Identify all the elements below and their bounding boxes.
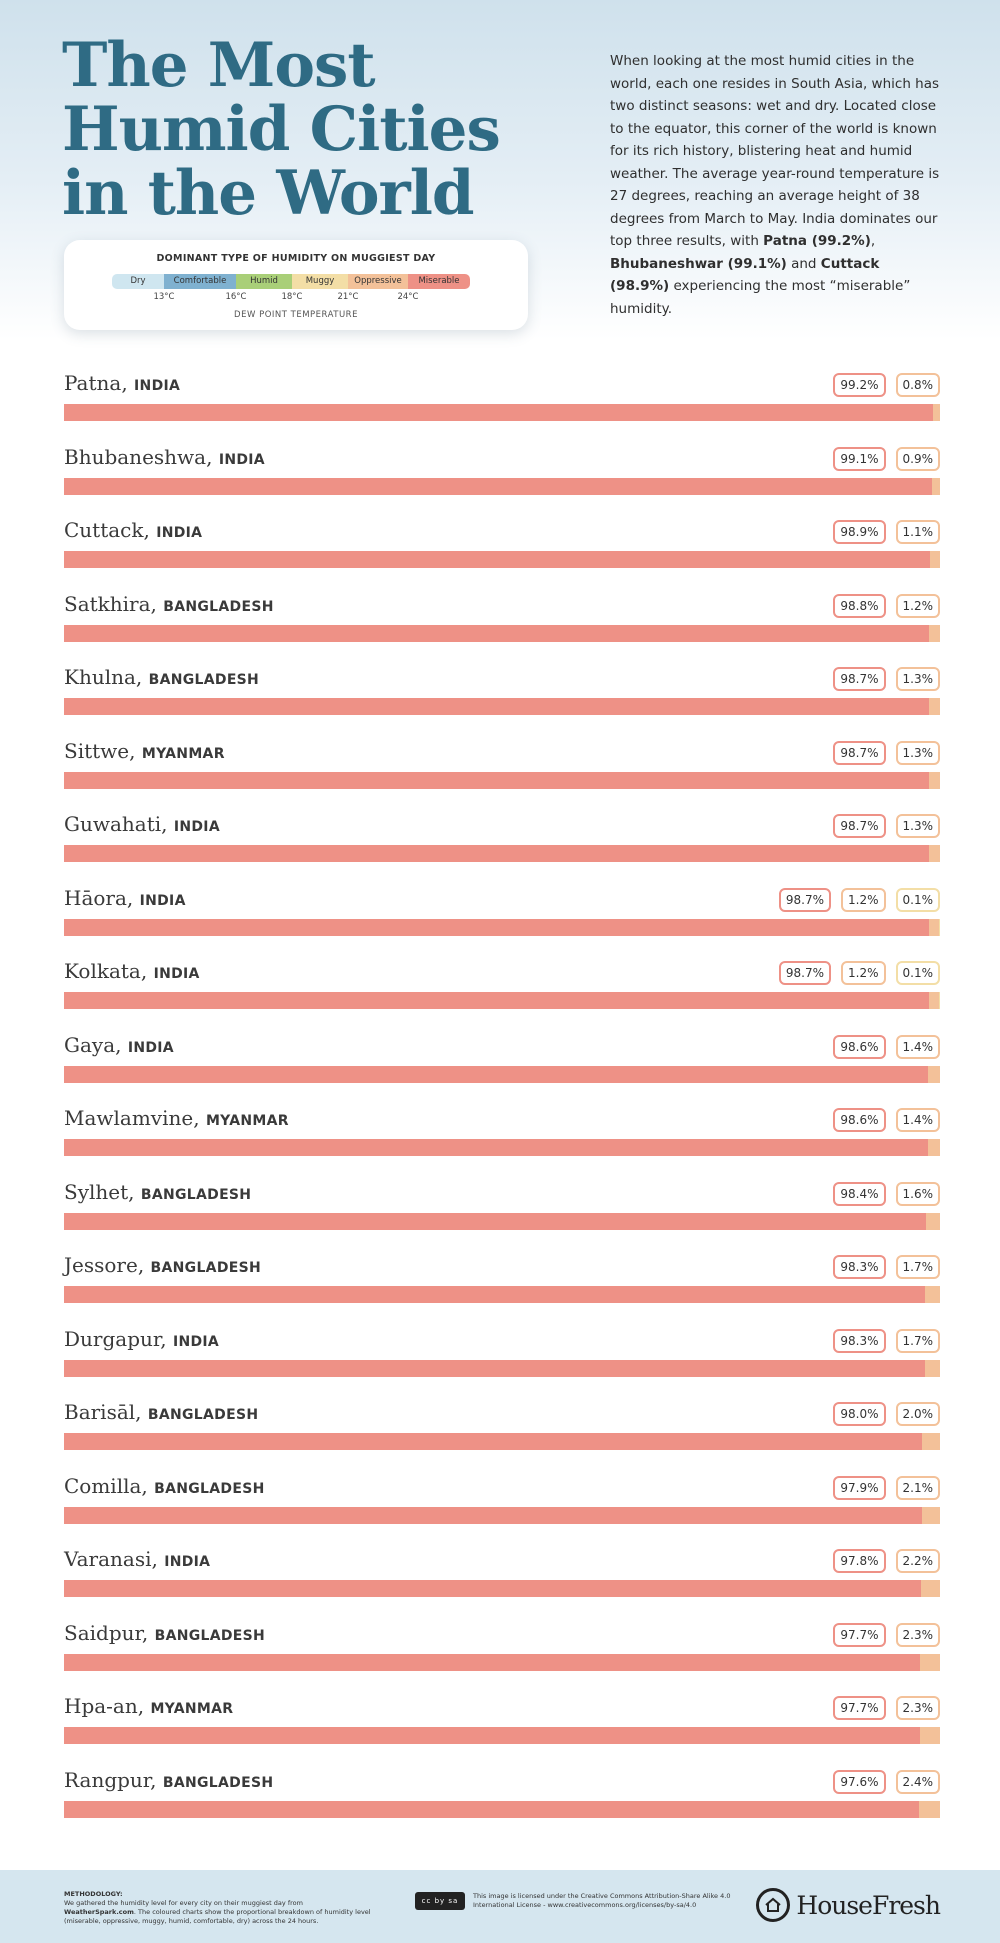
city-label: Durgapur, (64, 1326, 173, 1351)
city-label: Sittwe, (64, 738, 142, 763)
data-label-miserable: 99.2% (833, 373, 885, 397)
legend-miserable: Miserable (408, 274, 470, 289)
data-label-oppressive: 1.2% (896, 594, 941, 618)
stacked-bar (64, 1360, 940, 1377)
country-label: INDIA (134, 378, 181, 394)
city-name (64, 371, 180, 395)
stacked-bar (64, 992, 940, 1009)
country-label: BANGLADESH (140, 1186, 252, 1203)
bar-segment-miserable (64, 1507, 922, 1524)
city-row (64, 586, 940, 660)
bar-segment-miserable (64, 919, 929, 936)
bar-segment-miserable (64, 625, 929, 642)
intro-part: and (786, 255, 821, 272)
stacked-bar (64, 404, 940, 421)
city-label: Jessore, (64, 1253, 151, 1277)
bar-segment-miserable (64, 1580, 921, 1597)
data-label-oppressive: 1.3% (896, 741, 941, 765)
legend-temp-tick: 13°C (153, 292, 175, 302)
country-label: BANGLADESH (147, 1407, 259, 1423)
city-row (64, 1468, 940, 1542)
stacked-bar (64, 1433, 940, 1450)
stacked-bar (64, 1580, 940, 1597)
data-label-oppressive: 1.2% (841, 961, 886, 985)
bar-segment-miserable (64, 1066, 928, 1083)
city-name (64, 1400, 258, 1424)
data-label-muggy: 0.1% (896, 888, 941, 912)
value-labels (833, 1770, 940, 1794)
city-name (64, 1768, 273, 1792)
value-labels (833, 1696, 940, 1720)
bar-segment-oppressive (929, 698, 940, 715)
intro-part: When looking at the most humid cities in the world, each one resides in South Asia, which has two distinct seasons: wet and dry. Located close to the equator, this corner of the world is known for its rich history, blistering heat and humid weather. The average year-round temperature is 27 degrees, reaching an average height of 38 degrees from March to May. India dominates our top three results, with (610, 53, 940, 249)
bar-segment-oppressive (928, 1139, 940, 1156)
legend-comfortable: Comfortable (164, 274, 236, 289)
city-name (64, 665, 259, 689)
country-label: INDIA (172, 1333, 220, 1350)
stacked-bar (64, 1727, 940, 1744)
methodology-source: WeatherSpark.com (64, 1908, 134, 1916)
city-name (64, 1474, 265, 1498)
city-row (64, 1247, 940, 1321)
data-label-miserable: 98.7% (833, 667, 885, 691)
value-labels (833, 1402, 940, 1426)
legend-title: DOMINANT TYPE OF HUMIDITY ON MUGGIEST DAY (156, 253, 436, 264)
data-label-oppressive: 0.8% (896, 373, 941, 397)
bar-segment-miserable (64, 772, 929, 789)
bar-segment-oppressive (926, 1213, 940, 1230)
intro-highlight: Patna (99.2%) (763, 233, 871, 249)
data-label-oppressive: 1.4% (896, 1108, 941, 1132)
bar-segment-miserable (64, 404, 933, 421)
bar-segment-muggy (939, 919, 940, 936)
bar-segment-oppressive (929, 845, 940, 862)
bar-segment-miserable (64, 1654, 920, 1671)
humidity-legend (64, 240, 528, 330)
city-label: Satkhira, (64, 591, 164, 616)
bar-segment-muggy (939, 992, 940, 1009)
city-row (64, 1541, 940, 1615)
city-row (64, 1394, 940, 1468)
stacked-bar (64, 551, 940, 568)
legend-axis-label: DEW POINT TEMPERATURE (234, 310, 358, 320)
data-label-oppressive: 1.4% (896, 1035, 941, 1059)
creative-commons-icon: cc by sa (415, 1892, 465, 1910)
city-label: Varanasi, (64, 1547, 165, 1571)
value-labels (833, 1108, 940, 1132)
city-label: Guwahati, (64, 812, 174, 836)
stacked-bar (64, 478, 940, 495)
bar-segment-oppressive (929, 625, 940, 642)
country-label: BANGLADESH (150, 1260, 262, 1276)
bar-segment-oppressive (929, 919, 940, 936)
city-name (64, 886, 186, 910)
value-labels (779, 888, 940, 912)
data-label-oppressive: 2.1% (896, 1476, 941, 1500)
bar-segment-oppressive (925, 1286, 940, 1303)
bar-segment-miserable (64, 1139, 928, 1156)
data-label-oppressive: 2.0% (896, 1402, 941, 1426)
country-label: MYANMAR (141, 745, 225, 762)
data-label-oppressive: 2.4% (896, 1770, 941, 1794)
city-label: Gaya, (64, 1032, 128, 1057)
city-name (64, 1033, 174, 1057)
city-name (64, 1694, 233, 1718)
stacked-bar (64, 772, 940, 789)
data-label-miserable: 98.7% (779, 961, 831, 985)
data-label-miserable: 98.9% (833, 520, 885, 544)
stacked-bar (64, 1801, 940, 1818)
city-row (64, 806, 940, 880)
city-label: Saidpur, (64, 1620, 155, 1645)
data-label-oppressive: 1.7% (896, 1329, 941, 1353)
city-label: Hāora, (64, 885, 140, 910)
data-label-miserable: 97.6% (833, 1770, 885, 1794)
data-label-miserable: 99.1% (833, 447, 885, 471)
city-row (64, 953, 940, 1027)
country-label: INDIA (218, 451, 265, 468)
value-labels (779, 961, 940, 985)
value-labels (833, 447, 940, 471)
data-label-oppressive: 1.6% (896, 1182, 941, 1206)
bar-segment-oppressive (928, 1066, 940, 1083)
page-title: The Most Humid Cities in the World (62, 30, 500, 229)
intro-part: , (870, 233, 876, 249)
city-name (64, 1621, 265, 1645)
legend-muggy: Muggy (292, 274, 348, 289)
stacked-bar (64, 625, 940, 642)
country-label: INDIA (173, 819, 220, 835)
value-labels (833, 373, 940, 397)
methodology-title: METHODOLOGY: (64, 1890, 123, 1898)
value-labels (833, 814, 940, 838)
city-label: Patna, (64, 371, 135, 395)
bar-segment-miserable (64, 845, 929, 862)
value-labels (833, 1329, 940, 1353)
country-label: INDIA (156, 525, 203, 541)
legend-oppressive: Oppressive (348, 274, 408, 289)
country-label: BANGLADESH (163, 598, 274, 615)
value-labels (833, 520, 940, 544)
country-label: INDIA (153, 966, 200, 982)
data-label-miserable: 98.3% (833, 1329, 885, 1353)
city-name (64, 959, 200, 983)
data-label-miserable: 97.9% (833, 1476, 885, 1500)
city-row (64, 365, 940, 439)
brand-logo (756, 1888, 940, 1922)
country-label: BANGLADESH (148, 672, 260, 688)
city-row (64, 1762, 940, 1836)
bar-segment-miserable (64, 1213, 926, 1230)
legend-temp-tick: 18°C (281, 292, 303, 302)
bar-segment-miserable (64, 551, 930, 568)
city-label: Khulna, (64, 665, 149, 689)
license-text: This image is licensed under the Creative Commons Attribution-Share Alike 4.0 International License - www.creativecommons.org/licenses/by-sa/4.0 (473, 1892, 731, 1909)
bar-segment-miserable (64, 478, 932, 495)
footer (0, 1870, 1000, 1943)
city-row (64, 439, 940, 513)
license-block (415, 1892, 773, 1910)
data-label-miserable: 98.7% (833, 741, 885, 765)
data-label-miserable: 98.6% (833, 1108, 885, 1132)
city-name (64, 1327, 219, 1351)
value-labels (833, 594, 940, 618)
country-label: INDIA (127, 1039, 174, 1056)
city-name (64, 739, 225, 763)
bar-segment-miserable (64, 1801, 919, 1818)
data-label-miserable: 98.4% (833, 1182, 885, 1206)
city-row (64, 1321, 940, 1395)
city-name (64, 592, 274, 616)
bar-segment-oppressive (920, 1654, 940, 1671)
data-label-oppressive: 2.3% (896, 1623, 941, 1647)
city-name (64, 1180, 251, 1204)
bar-segment-oppressive (920, 1727, 940, 1744)
stacked-bar (64, 1286, 940, 1303)
bar-segment-oppressive (929, 992, 940, 1009)
bar-segment-oppressive (919, 1801, 940, 1818)
stacked-bar (64, 1654, 940, 1671)
data-label-oppressive: 2.3% (896, 1696, 941, 1720)
value-labels (833, 1255, 940, 1279)
data-label-oppressive: 1.3% (896, 667, 941, 691)
bar-segment-miserable (64, 992, 929, 1009)
stacked-bar (64, 845, 940, 862)
methodology-text-2: . The coloured charts show the proportional breakdown of humidity level (miserable, oppressive, muggy, humid, comfortable, dry) across the 24 hours. (64, 1908, 371, 1925)
city-row (64, 1615, 940, 1689)
data-label-miserable: 98.7% (779, 888, 831, 912)
city-label: Hpa-an, (64, 1694, 151, 1718)
country-label: MYANMAR (150, 1701, 234, 1717)
data-label-muggy: 0.1% (896, 961, 941, 985)
city-name (64, 445, 265, 469)
city-name (64, 1106, 289, 1130)
intro-part: experiencing the most “miserable” humidity. (610, 278, 911, 317)
city-row (64, 1100, 940, 1174)
legend-scale (112, 274, 470, 289)
city-label: Kolkata, (64, 959, 154, 983)
city-name (64, 812, 220, 836)
bar-segment-oppressive (922, 1433, 940, 1450)
data-label-oppressive: 1.7% (896, 1255, 941, 1279)
data-label-miserable: 98.8% (833, 594, 885, 618)
data-label-miserable: 98.6% (833, 1035, 885, 1059)
stacked-bar (64, 1213, 940, 1230)
bar-segment-oppressive (921, 1580, 940, 1597)
legend-temp-tick: 16°C (225, 292, 247, 302)
stacked-bar (64, 698, 940, 715)
value-labels (833, 1476, 940, 1500)
data-label-miserable: 98.7% (833, 814, 885, 838)
brand-name: HouseFresh (796, 1890, 940, 1920)
bar-segment-miserable (64, 1727, 920, 1744)
city-label: Rangpur, (64, 1767, 163, 1792)
house-icon (756, 1888, 790, 1922)
bar-segment-oppressive (932, 478, 940, 495)
city-row (64, 512, 940, 586)
city-name (64, 1253, 261, 1277)
country-label: INDIA (164, 1554, 211, 1570)
legend-temp-tick: 21°C (337, 292, 359, 302)
city-label: Cuttack, (64, 518, 157, 542)
data-label-oppressive: 1.1% (896, 520, 941, 544)
legend-humid: Humid (236, 274, 292, 289)
bar-segment-oppressive (922, 1507, 940, 1524)
city-label: Mawlamvine, (64, 1106, 206, 1130)
city-row (64, 1174, 940, 1248)
data-label-oppressive: 1.3% (896, 814, 941, 838)
bar-segment-oppressive (930, 551, 940, 568)
city-row (64, 733, 940, 807)
city-name (64, 518, 202, 542)
data-label-miserable: 97.8% (833, 1549, 885, 1573)
stacked-bar (64, 1507, 940, 1524)
country-label: BANGLADESH (154, 1480, 265, 1497)
country-label: INDIA (139, 892, 186, 909)
intro-highlight: Cuttack (98.9%) (610, 255, 880, 294)
value-labels (833, 1035, 940, 1059)
methodology-text: We gathered the humidity level for every city on their muggiest day from (64, 1899, 303, 1907)
bar-segment-oppressive (929, 772, 940, 789)
city-chart (64, 365, 940, 1835)
value-labels (833, 1182, 940, 1206)
city-label: Comilla, (64, 1473, 155, 1498)
data-label-oppressive: 1.2% (841, 888, 886, 912)
bar-segment-miserable (64, 1433, 922, 1450)
bar-segment-oppressive (925, 1360, 940, 1377)
country-label: MYANMAR (205, 1113, 289, 1129)
city-label: Barisāl, (64, 1400, 148, 1424)
value-labels (833, 667, 940, 691)
data-label-oppressive: 0.9% (896, 447, 941, 471)
country-label: BANGLADESH (162, 1774, 274, 1791)
value-labels (833, 741, 940, 765)
data-label-miserable: 97.7% (833, 1623, 885, 1647)
value-labels (833, 1549, 940, 1573)
intro-text (610, 50, 940, 320)
data-label-oppressive: 2.2% (896, 1549, 941, 1573)
bar-segment-miserable (64, 698, 929, 715)
bar-segment-miserable (64, 1360, 925, 1377)
methodology (64, 1890, 374, 1926)
stacked-bar (64, 919, 940, 936)
legend-temp-tick: 24°C (397, 292, 419, 302)
city-row (64, 1688, 940, 1762)
data-label-miserable: 98.3% (833, 1255, 885, 1279)
value-labels (833, 1623, 940, 1647)
city-label: Sylhet, (64, 1179, 141, 1204)
data-label-miserable: 98.0% (833, 1402, 885, 1426)
city-row (64, 659, 940, 733)
city-row (64, 880, 940, 954)
bar-segment-miserable (64, 1286, 925, 1303)
stacked-bar (64, 1066, 940, 1083)
intro-highlight: Bhubaneshwar (99.1%) (610, 255, 787, 272)
city-label: Bhubaneshwa, (64, 444, 219, 469)
city-name (64, 1547, 210, 1571)
stacked-bar (64, 1139, 940, 1156)
data-label-miserable: 97.7% (833, 1696, 885, 1720)
legend-dry: Dry (112, 274, 164, 289)
bar-segment-oppressive (933, 404, 940, 421)
country-label: BANGLADESH (154, 1627, 266, 1644)
city-row (64, 1027, 940, 1101)
